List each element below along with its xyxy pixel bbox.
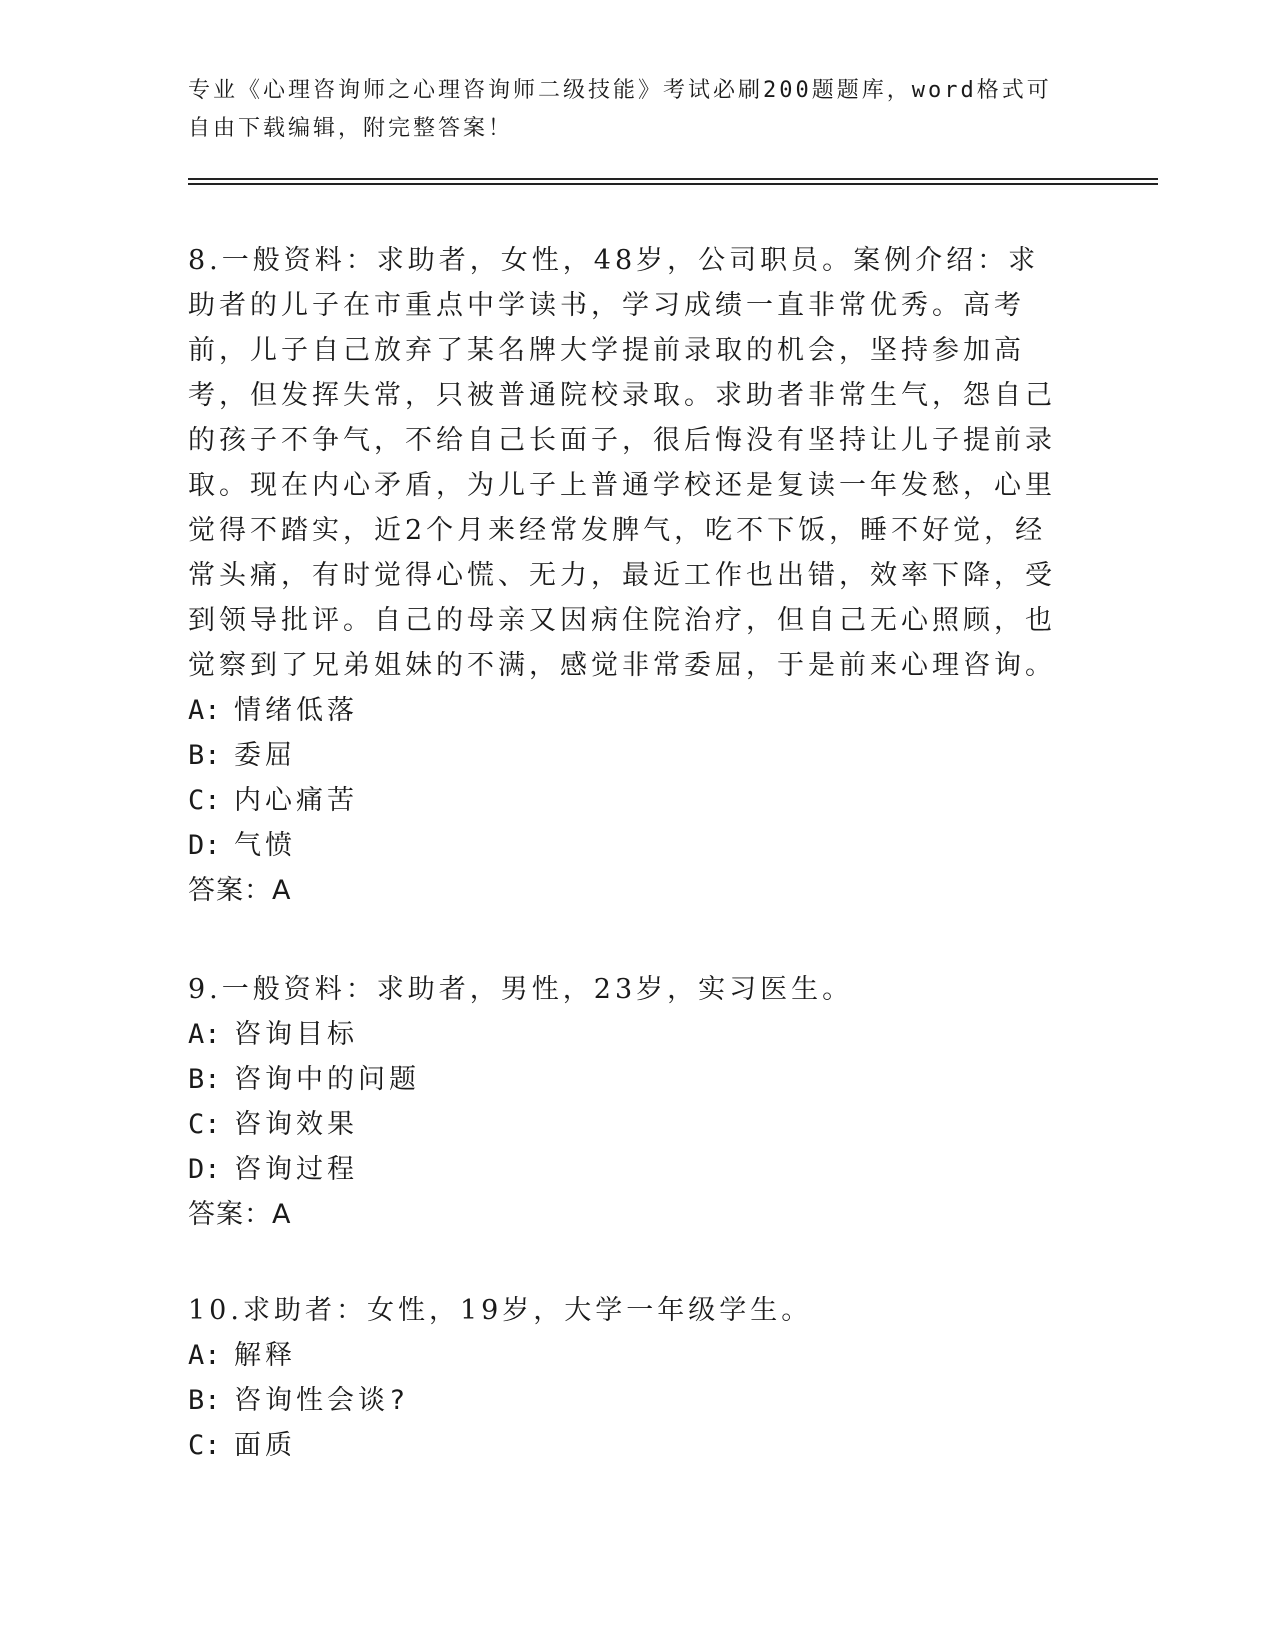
option-c (188, 778, 1068, 823)
option-text: 咨询中的问题 (234, 1064, 420, 1095)
option-d (188, 823, 1068, 868)
answer-line: 答案：A (188, 1199, 292, 1230)
question-stem: 9.一般资料：求助者，男性，23岁，实习医生。 (188, 974, 854, 1005)
option-a (188, 1333, 1068, 1378)
option-letter: B: (188, 740, 221, 771)
question-stem: 10.求助者：女性，19岁，大学一年级学生。 (188, 1295, 813, 1326)
option-b (188, 733, 1068, 778)
option-text: 咨询过程 (234, 1154, 358, 1185)
question-9 (188, 967, 1068, 1237)
option-letter: A: (188, 1019, 221, 1050)
option-a (188, 1012, 1068, 1057)
option-text: 咨询性会谈? (234, 1385, 410, 1416)
option-c (188, 1423, 1068, 1468)
option-c (188, 1102, 1068, 1147)
option-d (188, 1147, 1068, 1192)
question-10 (188, 1288, 1068, 1468)
option-letter: D: (188, 830, 221, 861)
header-divider-bottom (188, 183, 1158, 185)
option-letter: B: (188, 1385, 221, 1416)
option-text: 咨询效果 (234, 1109, 358, 1140)
option-letter: A: (188, 695, 221, 726)
option-text: 内心痛苦 (234, 785, 358, 816)
option-letter: D: (188, 1154, 221, 1185)
option-text: 委屈 (234, 740, 296, 771)
header-divider-top (188, 178, 1158, 180)
question-8 (188, 238, 1068, 913)
option-text: 面质 (234, 1430, 296, 1461)
question-stem: 8.一般资料：求助者，女性，48岁，公司职员。案例介绍：求助者的儿子在市重点中学读书，学习成绩一直非常优秀。高考前，儿子自己放弃了某名牌大学提前录取的机会，坚持参加高考，但发挥失常，只被普通院校录取。求助者非常生气，怨自己的孩子不争气，不给自己长面子，很后悔没有坚持让儿子提前录取。现在内心矛盾，为儿子上普通学校还是复读一年发愁，心里觉得不踏实，近2个月来经常发脾气，吃不下饭，睡不好觉，经常头痛，有时觉得心慌、无力，最近工作也出错，效率下降，受到领导批评。自己的母亲又因病住院治疗，但自己无心照顾，也觉察到了兄弟姐妹的不满，感觉非常委屈，于是前来心理咨询。 (188, 245, 1056, 681)
document-title: 专业《心理咨询师之心理咨询师二级技能》考试必刷200题题库，word格式可自由下载编辑，附完整答案！ (188, 78, 1052, 141)
option-b (188, 1378, 1068, 1423)
option-text: 解释 (234, 1340, 296, 1371)
option-letter: C: (188, 1430, 221, 1461)
answer-line: 答案：A (188, 875, 292, 906)
option-text: 咨询目标 (234, 1019, 358, 1050)
option-letter: B: (188, 1064, 221, 1095)
document-header (188, 72, 1068, 148)
option-a (188, 688, 1068, 733)
option-letter: A: (188, 1340, 221, 1371)
option-letter: C: (188, 785, 221, 816)
option-letter: C: (188, 1109, 221, 1140)
option-text: 气愤 (234, 830, 296, 861)
option-b (188, 1057, 1068, 1102)
option-text: 情绪低落 (234, 695, 358, 726)
